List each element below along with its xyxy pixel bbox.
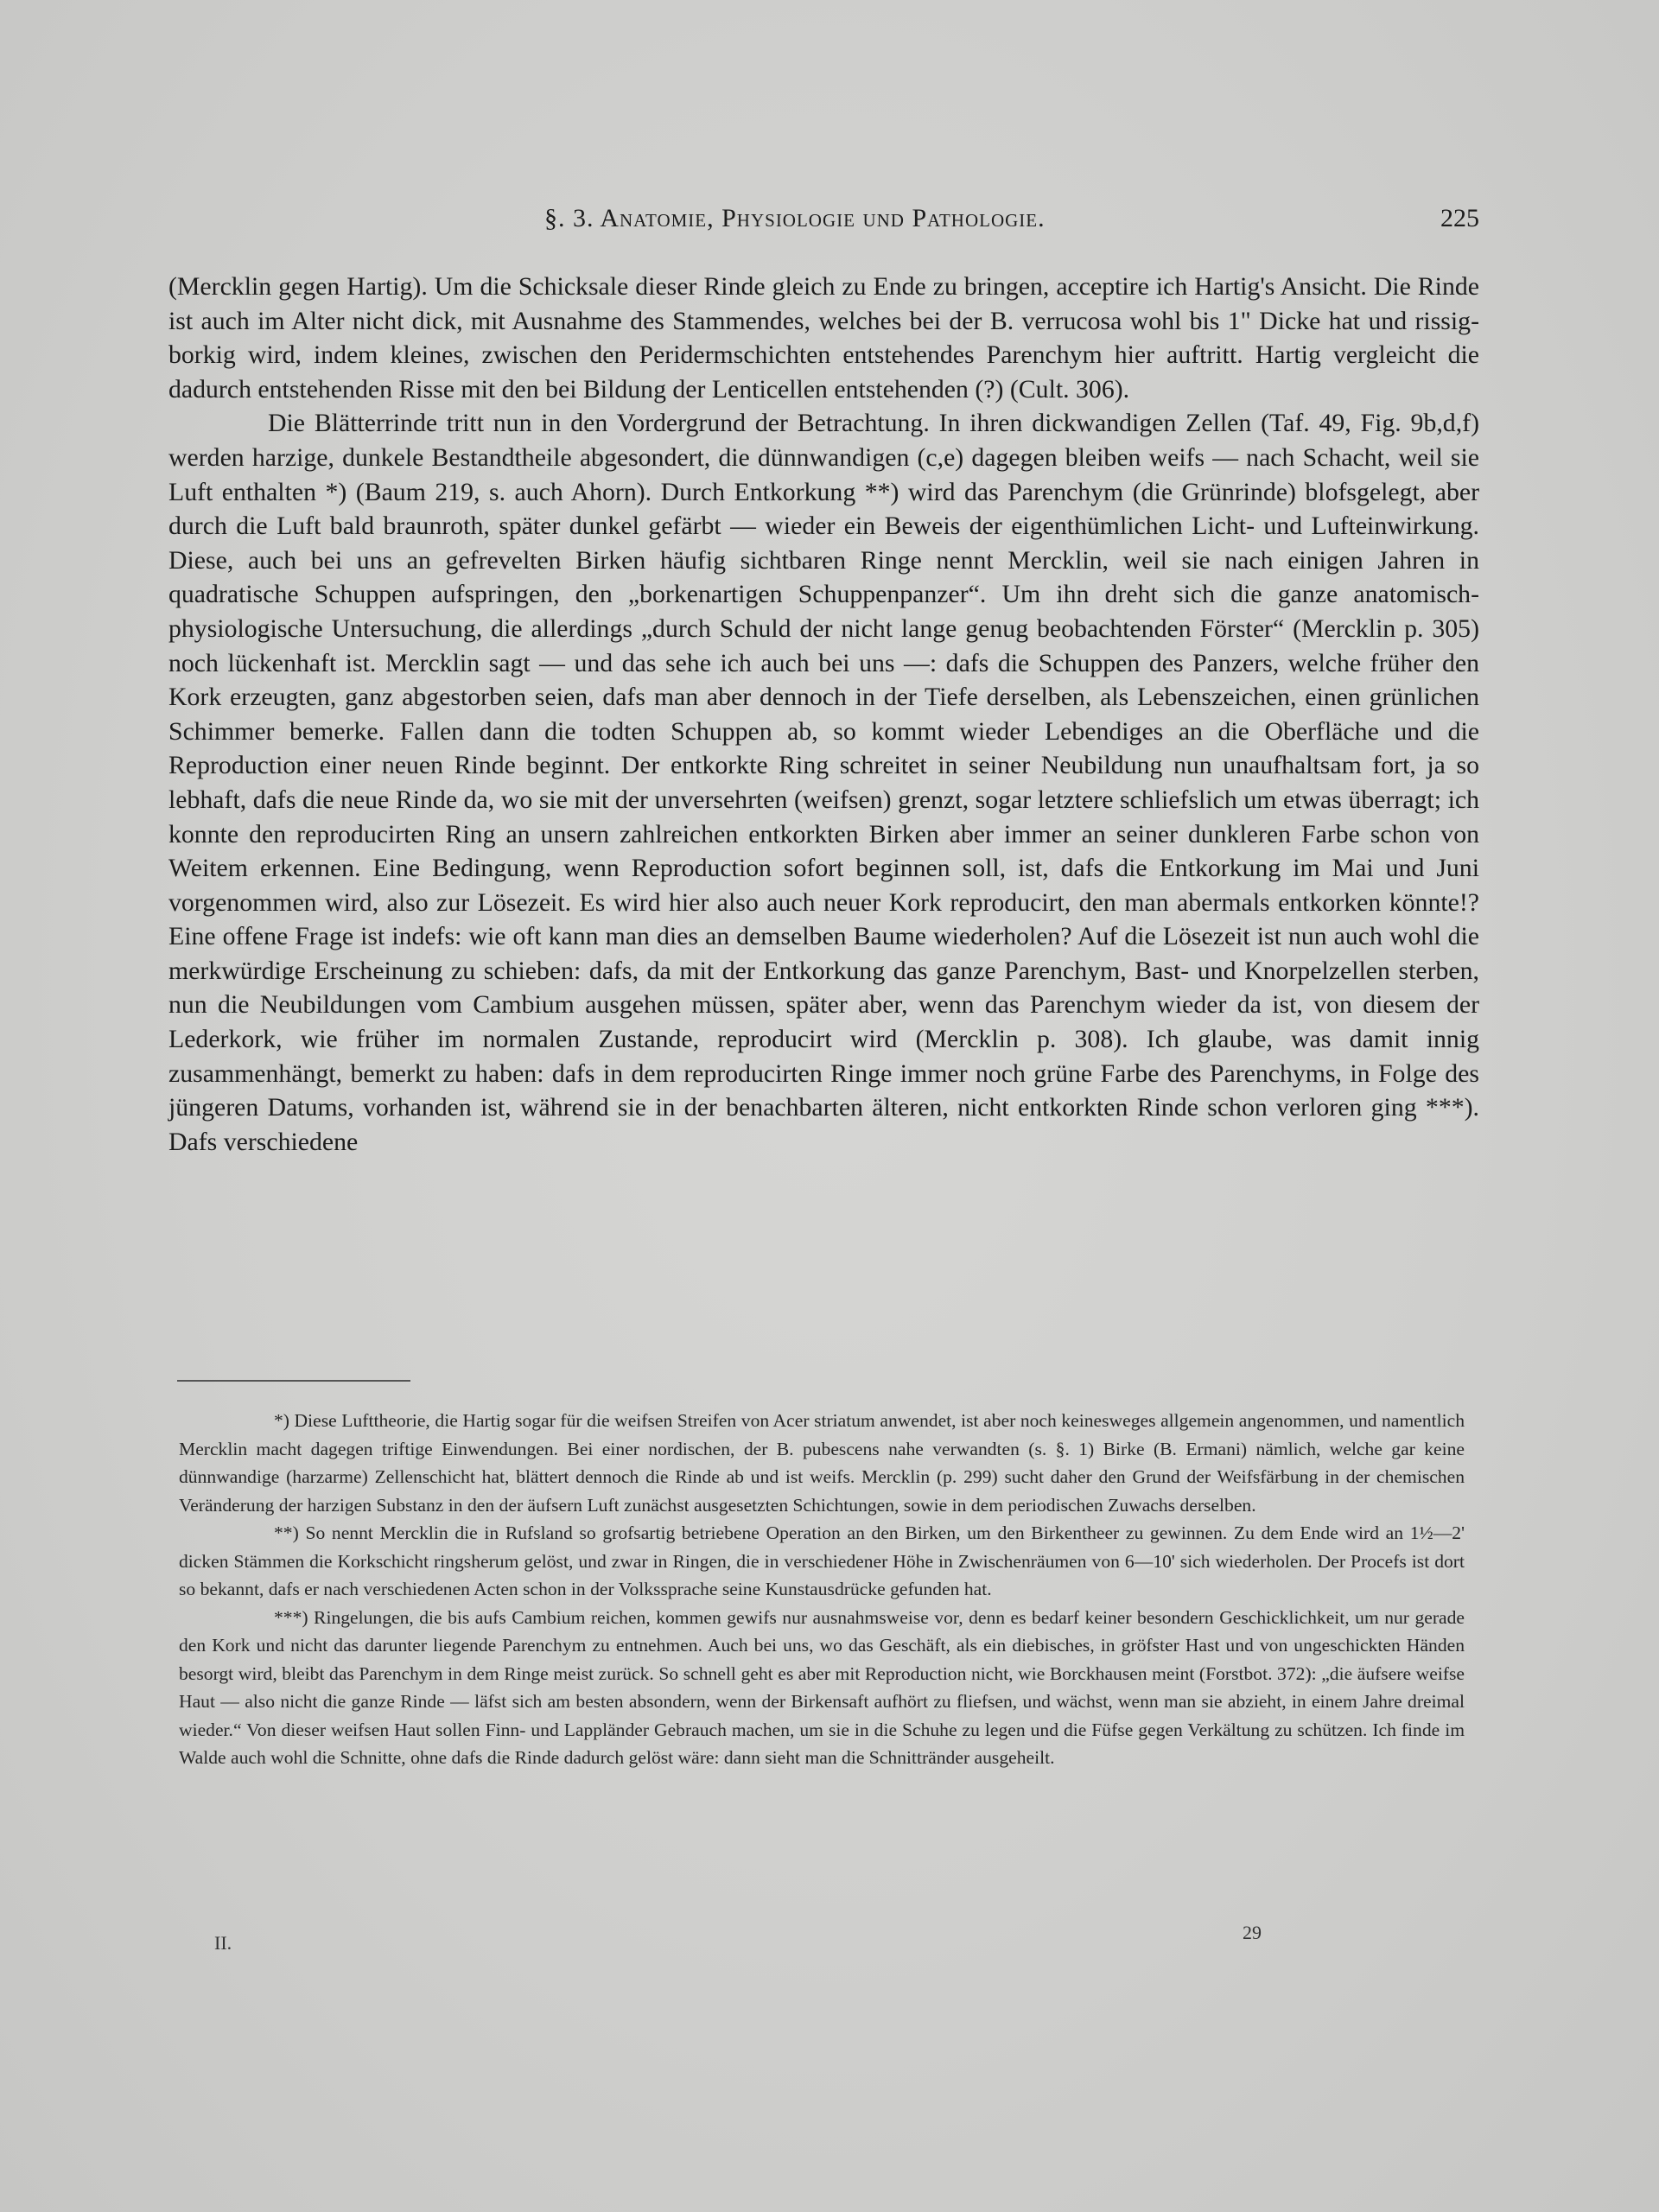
footnote: ***) Ringelungen, die bis aufs Cambium reichen, kommen gewifs nur ausnahmsweise vor, denn es bedarf keiner besondern Geschicklichkeit, um nur gerade den Kork und nicht das darunter liegende Parenchym zu entnehmen. Auch bei uns, wo das Geschäft, als ein diebisches, in gröfster Hast und von ungeschickten Händen besorgt wird, bleibt das Parenchym in dem Ringe meist zurück. So schnell geht es aber mit Reproduction nicht, wie Borckhausen meint (Forstbot. 372): „die äufsere weifse Haut — also nicht die ganze Rinde — läfst sich am besten absondern, wenn der Birkensaft aufhört zu fliefsen, und wächst, wenn man sie abzieht, in einem Jahre dreimal wieder.“ Von dieser weifsen Haut sollen Finn- und Lappländer Gebrauch machen, um sie in die Schuhe zu legen und die Füfse gegen Verkältung zu schützen. Ich finde im Walde auch wohl die Schnitte, ohne dafs die Rinde dadurch gelöst wäre: dann sieht man die Schnittränder ausgeheilt. <box>179 1606 1465 1768</box>
sheet-signature: 29 <box>1243 1922 1262 1943</box>
paragraph: (Mercklin gegen Hartig). Um die Schicksale dieser Rinde gleich zu Ende zu bringen, acceptire ich Hartig's Ansicht. Die Rinde ist auch im Alter nicht dick, mit Ausnahme des Stammendes, welches bei der B. verrucosa wohl bis 1" Dicke hat und rissig-borkig wird, indem kleines, zwischen den Peridermschichten entstehendes Parenchym hier auftritt. Hartig vergleicht die dadurch entstehenden Risse mit den bei Bildung der Lenticellen entstehenden (?) (Cult. 306). <box>168 272 1479 404</box>
volume-signature: II. <box>214 1932 232 1954</box>
page-number: 225 <box>1440 204 1479 232</box>
footnote: *) Diese Lufttheorie, die Hartig sogar für die weifsen Streifen von Acer striatum anwendet, ist aber noch keinesweges allgemein angenommen, und namentlich Mercklin macht dagegen triftige Einwendungen. Bei einer nordischen, der B. pubescens nahe verwandten (s. §. 1) Birke (B. Ermani) nämlich, welche gar keine dünnwandige (harzarme) Zellenschicht hat, blättert dennoch die Rinde ab und ist weifs. Mercklin (p. 299) sucht daher den Grund der Weifsfärbung in der chemischen Veränderung der harzigen Substanz in den der äufsern Luft zunächst ausgesetzten Schichtungen, sowie in dem periodischen Zuwachs derselben. <box>179 1410 1465 1516</box>
paragraph: Die Blätterrinde tritt nun in den Vordergrund der Betrachtung. In ihren dickwandigen Zellen (Taf. 49, Fig. 9b,d,f) werden harzige, dunkele Bestandtheile abgesondert, die dünnwandigen (c,e) dagegen bleiben weifs — nach Schacht, weil sie Luft enthalten *) (Baum 219, s. auch Ahorn). Durch Entkorkung **) wird das Parenchym (die Grünrinde) blofsgelegt, aber durch die Luft bald braunroth, später dunkel gefärbt — wieder ein Beweis der eigenthümlichen Licht- und Lufteinwirkung. Diese, auch bei uns an gefrevelten Birken häufig sichtbaren Ringe nennt Mercklin, weil sie nach einigen Jahren in quadratische Schuppen aufspringen, den „borkenartigen Schuppenpanzer“. Um ihn dreht sich die ganze anatomisch-physiologische Untersuchung, die allerdings „durch Schuld der nicht lange genug beobachtenden Förster“ (Mercklin p. 305) noch lückenhaft ist. Mercklin sagt — und das sehe ich auch bei uns —: dafs die Schuppen des Panzers, welche früher den Kork erzeugten, ganz abgestorben seien, dafs man aber dennoch in der Tiefe derselben, als Lebenszeichen, einen grünlichen Schimmer bemerke. Fallen dann die todten Schuppen ab, so kommt wieder Lebendiges an die Oberfläche und die Reproduction einer neuen Rinde beginnt. Der entkorkte Ring schreitet in seiner Neubildung nun unaufhaltsam fort, ja so lebhaft, dafs die neue Rinde da, wo sie mit der unversehrten (weifsen) grenzt, sogar letztere schliefslich um etwas überragt; ich konnte den reproducirten Ring an unsern zahlreichen entkorkten Birken aber immer an seiner dunkleren Farbe schon von Weitem erkennen. Eine Bedingung, wenn Reproduction sofort beginnen soll, ist, dafs die Entkorkung im Mai und Juni vorgenommen wird, also zur Lösezeit. Es wird hier also auch neuer Kork reproducirt, den man abermals entkorken könnte!? Eine offene Frage ist indefs: wie oft kann man dies an demselben Baume wiederholen? Auf die Lösezeit ist nun auch wohl die merkwürdige Erscheinung zu schieben: dafs, da mit der Entkorkung das ganze Parenchym, Bast- und Knorpelzellen sterben, nun die Neubildungen vom Cambium ausgehen müssen, später aber, wenn das Parenchym wieder da ist, von diesem der Lederkork, wie früher im normalen Zustande, reproducirt wird (Mercklin p. 308). Ich glaube, was damit innig zusammenhängt, bemerkt zu haben: dafs in dem reproducirten Ringe immer noch grüne Farbe des Parenchyms, in Folge des jüngeren Datums, vorhanden ist, während sie in der benachbarten älteren, nicht entkorkten Rinde schon verloren ging ***). Dafs verschiedene <box>168 409 1479 1156</box>
running-header <box>168 204 1479 238</box>
body-text <box>168 270 1479 1159</box>
footnote-rule <box>177 1380 410 1382</box>
footnotes <box>179 1407 1465 1772</box>
chapter-title: §. 3. Anatomie, Physiologie und Pathologie. <box>544 204 1046 232</box>
footnote: **) So nennt Mercklin die in Rufsland so grofsartig betriebene Operation an den Birken, um den Birkentheer zu gewinnen. Zu dem Ende wird an 1½—2' dicken Stämmen die Korkschicht ringsherum gelöst, und zwar in Ringen, die in verschiedener Höhe in Zwischenräumen von 6—10' sich wiederholen. Der Procefs ist dort so bekannt, dafs er nach verschiedenen Acten schon in der Volkssprache seine Kunstausdrücke gefunden hat. <box>179 1522 1465 1599</box>
